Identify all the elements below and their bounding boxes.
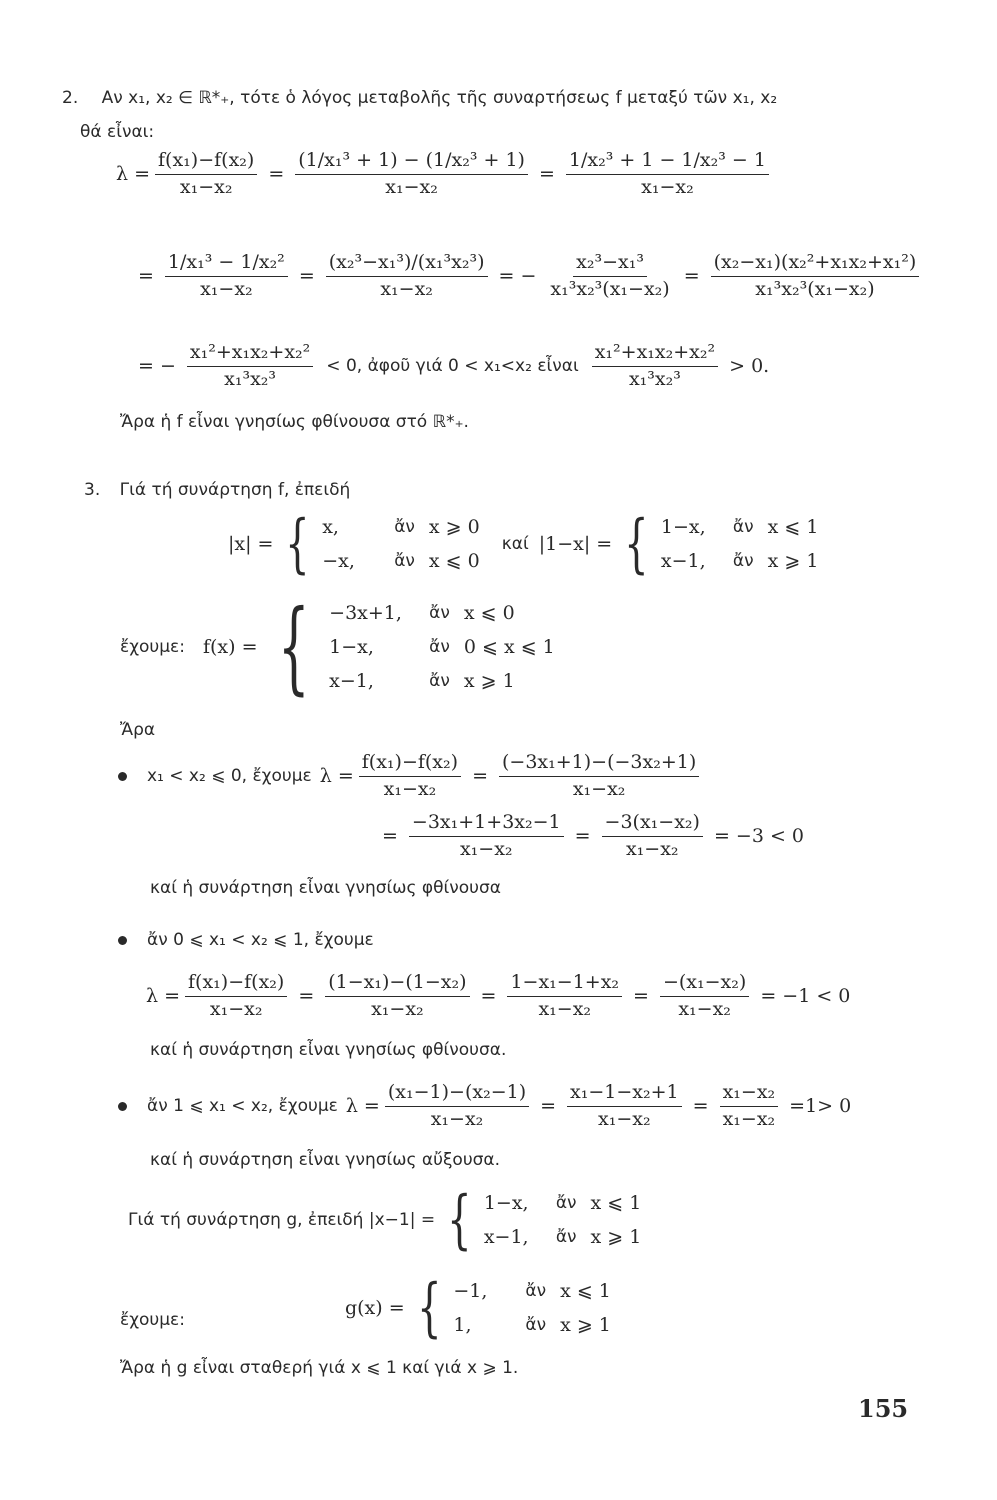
fraction-numerator: −3x₁+1+3x₂−1	[409, 812, 564, 837]
fraction-denominator: x₁−x₂	[572, 777, 626, 800]
problem2-equation-3: = − $\frac{\text{x₁²+x₁x₂+x₂²}}{\text{x₁³x₂³}}$ < 0, ἀφοῦ γιά 0 < x₁<x₂ εἶναι $\frac{\text{x₁²+x₁x₂+x₂²}}{\text{x₁³x₂³}}$ > 0.	[138, 341, 770, 390]
lambda-lhs: λ =	[146, 985, 181, 1008]
case-if: ἄν	[732, 517, 754, 537]
fraction-denominator: x₁−x₂	[722, 1107, 776, 1130]
fraction-numerator: (1/x₁³ + 1) − (1/x₂³ + 1)	[295, 150, 528, 175]
case-cond: x ⩽ 1	[767, 516, 819, 538]
fraction-denominator: x₁−x₂	[385, 175, 438, 198]
absolute-value-definitions: |x| = { x, ἄν x ⩾ 0 −x, ἄν x ⩽ 0 καί |1−x| = { 1−x, ἄν x ⩽ 1 x−1, ἄν x ⩾ 1	[228, 507, 819, 581]
case2-condition: ἄν 0 ⩽ x₁ < x₂ ⩽ 1, ἔχουμε	[147, 930, 374, 950]
fraction-numerator: f(x₁)−f(x₂)	[155, 150, 257, 175]
fraction-numerator: 1/x₂³ + 1 − 1/x₂³ − 1	[566, 150, 769, 175]
fraction-numerator: 1−x₁−1+x₂	[507, 972, 622, 997]
case-if: ἄν	[429, 637, 450, 657]
fraction-denominator: x₁−x₂	[538, 997, 592, 1020]
fraction-denominator: x₁−x₂	[200, 277, 253, 300]
fraction-denominator: x₁³x₂³	[224, 367, 277, 390]
case-cond: x ⩽ 0	[463, 602, 515, 624]
problem2-equation-1: λ = $\frac{\text{f(x₁)−f(x₂)}}{\text{x₁−x₂}}$ = $\frac{\text{(1/x₁³ + 1) − (1/x₂³ + 1)}}{\text{x₁−x₂}}$ = $\frac{\text{1/x₂³ + 1 − 1/x₂³ − 1}}{\text{x₁−x₂}}$	[116, 150, 774, 199]
case2-equation: λ = $\frac{\text{f(x₁)−f(x₂)}}{\text{x₁−x₂}}$ = $\frac{\text{(1−x₁)−(1−x₂)}}{\text{x₁−x₂}}$ = $\frac{\text{1−x₁−1+x₂}}{\text{x₁−x₂}}$ = $\frac{\text{−(x₁−x₂)}}{\text{x₁−x₂}}$ = −1 < 0	[146, 971, 851, 1020]
fraction-numerator: f(x₁)−f(x₂)	[359, 752, 461, 777]
case-cond: 0 ⩽ x ⩽ 1	[463, 636, 555, 658]
problem2-number: 2.	[62, 88, 79, 108]
case-expr: x−1,	[329, 670, 374, 692]
fx-label: f(x) =	[202, 636, 258, 658]
fraction-numerator: x₂³−x₁³	[573, 252, 647, 277]
fraction-numerator: f(x₁)−f(x₂)	[185, 972, 287, 997]
g-intro: Γιά τή συνάρτηση g, ἐπειδή |x−1| =	[128, 1210, 436, 1230]
case2-conclusion: καί ἡ συνάρτηση εἶναι γνησίως φθίνουσα.	[150, 1040, 507, 1060]
problem2-intro: Αν x₁, x₂ ∈ ℝ*₊, τότε ὁ λόγος μεταβολῆς τῆς συναρτήσεως f μεταξύ τῶν x₁, x₂	[101, 88, 778, 108]
fraction-numerator: x₁²+x₁x₂+x₂²	[187, 342, 313, 367]
case-if: ἄν	[732, 551, 754, 571]
case-if: ἄν	[525, 1315, 547, 1335]
problem2-intro2: θά εἶναι:	[80, 122, 155, 142]
case1-equation-2: = $\frac{\text{−3x₁+1+3x₂−1}}{\text{x₁−x₂}}$ = $\frac{\text{−3(x₁−x₂)}}{\text{x₁−x₂}}$ = −3 < 0	[382, 811, 805, 860]
fraction-denominator: x₁−x₂	[678, 997, 731, 1020]
case-cond: x ⩾ 0	[428, 516, 480, 538]
fraction-denominator: x₁−x₂	[430, 1107, 484, 1130]
lambda-lhs: λ =	[116, 163, 151, 186]
g-abs-definition: Γιά τή συνάρτηση g, ἐπειδή |x−1| = { 1−x, ἄν x ⩽ 1 x−1, ἄν x ⩾ 1	[128, 1183, 642, 1257]
case3-condition: ἄν 1 ⩽ x₁ < x₂, ἔχουμε	[147, 1096, 338, 1117]
bullet-icon	[118, 772, 127, 781]
case-cond: x ⩽ 1	[590, 1192, 642, 1214]
case-expr: x,	[322, 516, 339, 538]
fraction-denominator: x₁³x₂³	[628, 367, 681, 390]
problem2-conclusion: Ἄρα ἡ f εἶναι γνησίως φθίνουσα στό ℝ*₊.	[120, 412, 469, 432]
case1-condition: x₁ < x₂ ⩽ 0, ἔχουμε	[147, 766, 312, 787]
case2-result: = −1 < 0	[760, 985, 851, 1008]
fraction-denominator: x₁−x₂	[459, 837, 513, 860]
case-expr: 1−x,	[483, 1192, 529, 1214]
fraction-numerator: (x₂³−x₁³)/(x₁³x₂³)	[326, 252, 488, 277]
fraction-numerator: x₁−x₂	[720, 1082, 779, 1107]
lambda-lhs: λ =	[319, 765, 354, 788]
bullet-icon	[118, 936, 127, 945]
case1-conclusion: καί ἡ συνάρτηση εἶναι γνησίως φθίνουσα	[150, 878, 501, 898]
problem2-intro-line	[62, 88, 777, 108]
case-if: ἄν	[555, 1193, 577, 1213]
and-word: καί	[501, 534, 529, 554]
fraction-numerator: (x₂−x₁)(x₂²+x₁x₂+x₁²)	[711, 252, 920, 277]
case-expr: −x,	[322, 550, 355, 572]
fraction-denominator: x₁³x₂³(x₁−x₂)	[550, 277, 670, 300]
case-cond: x ⩾ 1	[767, 550, 819, 572]
case-expr: x−1,	[660, 550, 706, 572]
abs-x-cases	[322, 510, 480, 578]
fraction-numerator: x₁²+x₁x₂+x₂²	[592, 342, 718, 367]
case-cond: x ⩾ 1	[560, 1314, 611, 1336]
case-expr: 1,	[453, 1314, 472, 1336]
fraction-numerator: x₁−1−x₂+1	[567, 1082, 682, 1107]
case2-condition-line	[118, 930, 374, 950]
case-cond: x ⩾ 1	[463, 670, 515, 692]
g-abs-cases	[484, 1186, 642, 1254]
fraction-denominator: x₁−x₂	[209, 997, 263, 1020]
fraction-denominator: x₁−x₂	[371, 997, 424, 1020]
problem3-number: 3.	[84, 480, 101, 500]
fraction-numerator: (x₁−1)−(x₂−1)	[385, 1082, 529, 1107]
fraction-denominator: x₁−x₂	[383, 777, 437, 800]
f-cases	[329, 596, 555, 698]
fraction-denominator: x₁−x₂	[380, 277, 433, 300]
problem3-intro: Γιά τή συνάρτηση f, ἐπειδή	[119, 480, 351, 500]
case-if: ἄν	[555, 1227, 577, 1247]
ara-label: Ἄρα	[120, 720, 156, 740]
case-expr: x−1,	[483, 1226, 529, 1248]
lambda-lhs: λ =	[345, 1095, 380, 1118]
case-if: ἄν	[394, 551, 415, 571]
case-cond: x ⩽ 0	[428, 550, 480, 572]
gx-label: g(x) =	[344, 1297, 405, 1319]
g-piecewise-definition: ἔχουμε: g(x) = { −1, ἄν x ⩽ 1 1, ἄν x ⩾ 1	[120, 1271, 611, 1345]
page-number: 155	[858, 1394, 909, 1423]
case-if: ἄν	[429, 603, 450, 623]
case-expr: 1−x,	[660, 516, 706, 538]
problem2-equation-2: = $\frac{\text{1/x₁³ − 1/x₂²}}{\text{x₁−x₂}}$ = $\frac{\text{(x₂³−x₁³)/(x₁³x₂³)}}{\text{x₁−x₂}}$ = − $\frac{\text{x₂³−x₁³}}{\text{x₁³x₂³(x₁−x₂)}}$ = $\frac{\text{(x₂−x₁)(x₂²+x₁x₂+x₁²)}}{\text{x₁³x₂³(x₁−x₂)}}$	[132, 252, 924, 301]
case-cond: x ⩾ 1	[590, 1226, 642, 1248]
fraction-denominator: x₁−x₂	[641, 175, 694, 198]
fraction-numerator: (−3x₁+1)−(−3x₂+1)	[499, 752, 699, 777]
case3-conclusion: καί ἡ συνάρτηση εἶναι γνησίως αὔξουσα.	[150, 1150, 501, 1170]
case3-equation: ἄν 1 ⩽ x₁ < x₂, ἔχουμε λ = $\frac{\text{(x₁−1)−(x₂−1)}}{\text{x₁−x₂}}$ = $\frac{\text{x₁−1−x₂+1}}{\text{x₁−x₂}}$ = $\frac{\text{x₁−x₂}}{\text{x₁−x₂}}$ =1> 0	[118, 1082, 857, 1131]
fraction-numerator: −(x₁−x₂)	[660, 972, 749, 997]
g-cases	[453, 1274, 611, 1342]
bullet-icon	[118, 1102, 127, 1111]
case-expr: −3x+1,	[329, 602, 402, 624]
case-expr: 1−x,	[329, 636, 374, 658]
fraction-denominator: x₁−x₂	[625, 837, 679, 860]
case-if: ἄν	[525, 1281, 547, 1301]
problem2-condition: < 0, ἀφοῦ γιά 0 < x₁<x₂ εἶναι	[326, 356, 579, 377]
fraction-denominator: x₁−x₂	[179, 175, 233, 198]
g-conclusion: Ἄρα ἡ g εἶναι σταθερή γιά x ⩽ 1 καί γιά x ⩾ 1.	[120, 1358, 519, 1378]
case-if: ἄν	[394, 517, 415, 537]
fraction-denominator: x₁³x₂³(x₁−x₂)	[755, 277, 875, 300]
case1-equation-1: x₁ < x₂ ⩽ 0, ἔχουμε λ = $\frac{\text{f(x₁)−f(x₂)}}{\text{x₁−x₂}}$ = $\frac{\text{(−3x₁+1)−(−3x₂+1)}}{\text{x₁−x₂}}$	[118, 752, 704, 801]
case3-result: =1> 0	[789, 1095, 852, 1118]
g-we-have-label: ἔχουμε:	[120, 1310, 185, 1330]
problem3-intro-line	[84, 480, 350, 500]
case-expr: −1,	[453, 1280, 488, 1302]
case-if: ἄν	[429, 671, 450, 691]
inequality-end: > 0.	[729, 355, 770, 378]
fraction-numerator: (1−x₁)−(1−x₂)	[325, 972, 469, 997]
we-have-label: ἔχουμε:	[120, 637, 185, 657]
f-piecewise-definition: ἔχουμε: f(x) = { −3x+1, ἄν x ⩽ 0 1−x, ἄν 0 ⩽ x ⩽ 1 x−1, ἄν x ⩾ 1	[120, 588, 555, 705]
fraction-denominator: x₁−x₂	[598, 1107, 651, 1130]
case-cond: x ⩽ 1	[560, 1280, 611, 1302]
case1-result: = −3 < 0	[713, 825, 805, 848]
fraction-numerator: 1/x₁³ − 1/x₂²	[165, 252, 288, 277]
abs-x-label: |x| =	[228, 533, 274, 555]
fraction-numerator: −3(x₁−x₂)	[602, 812, 703, 837]
abs-1mx-label: |1−x| =	[538, 533, 613, 555]
abs-1mx-cases	[661, 510, 819, 578]
